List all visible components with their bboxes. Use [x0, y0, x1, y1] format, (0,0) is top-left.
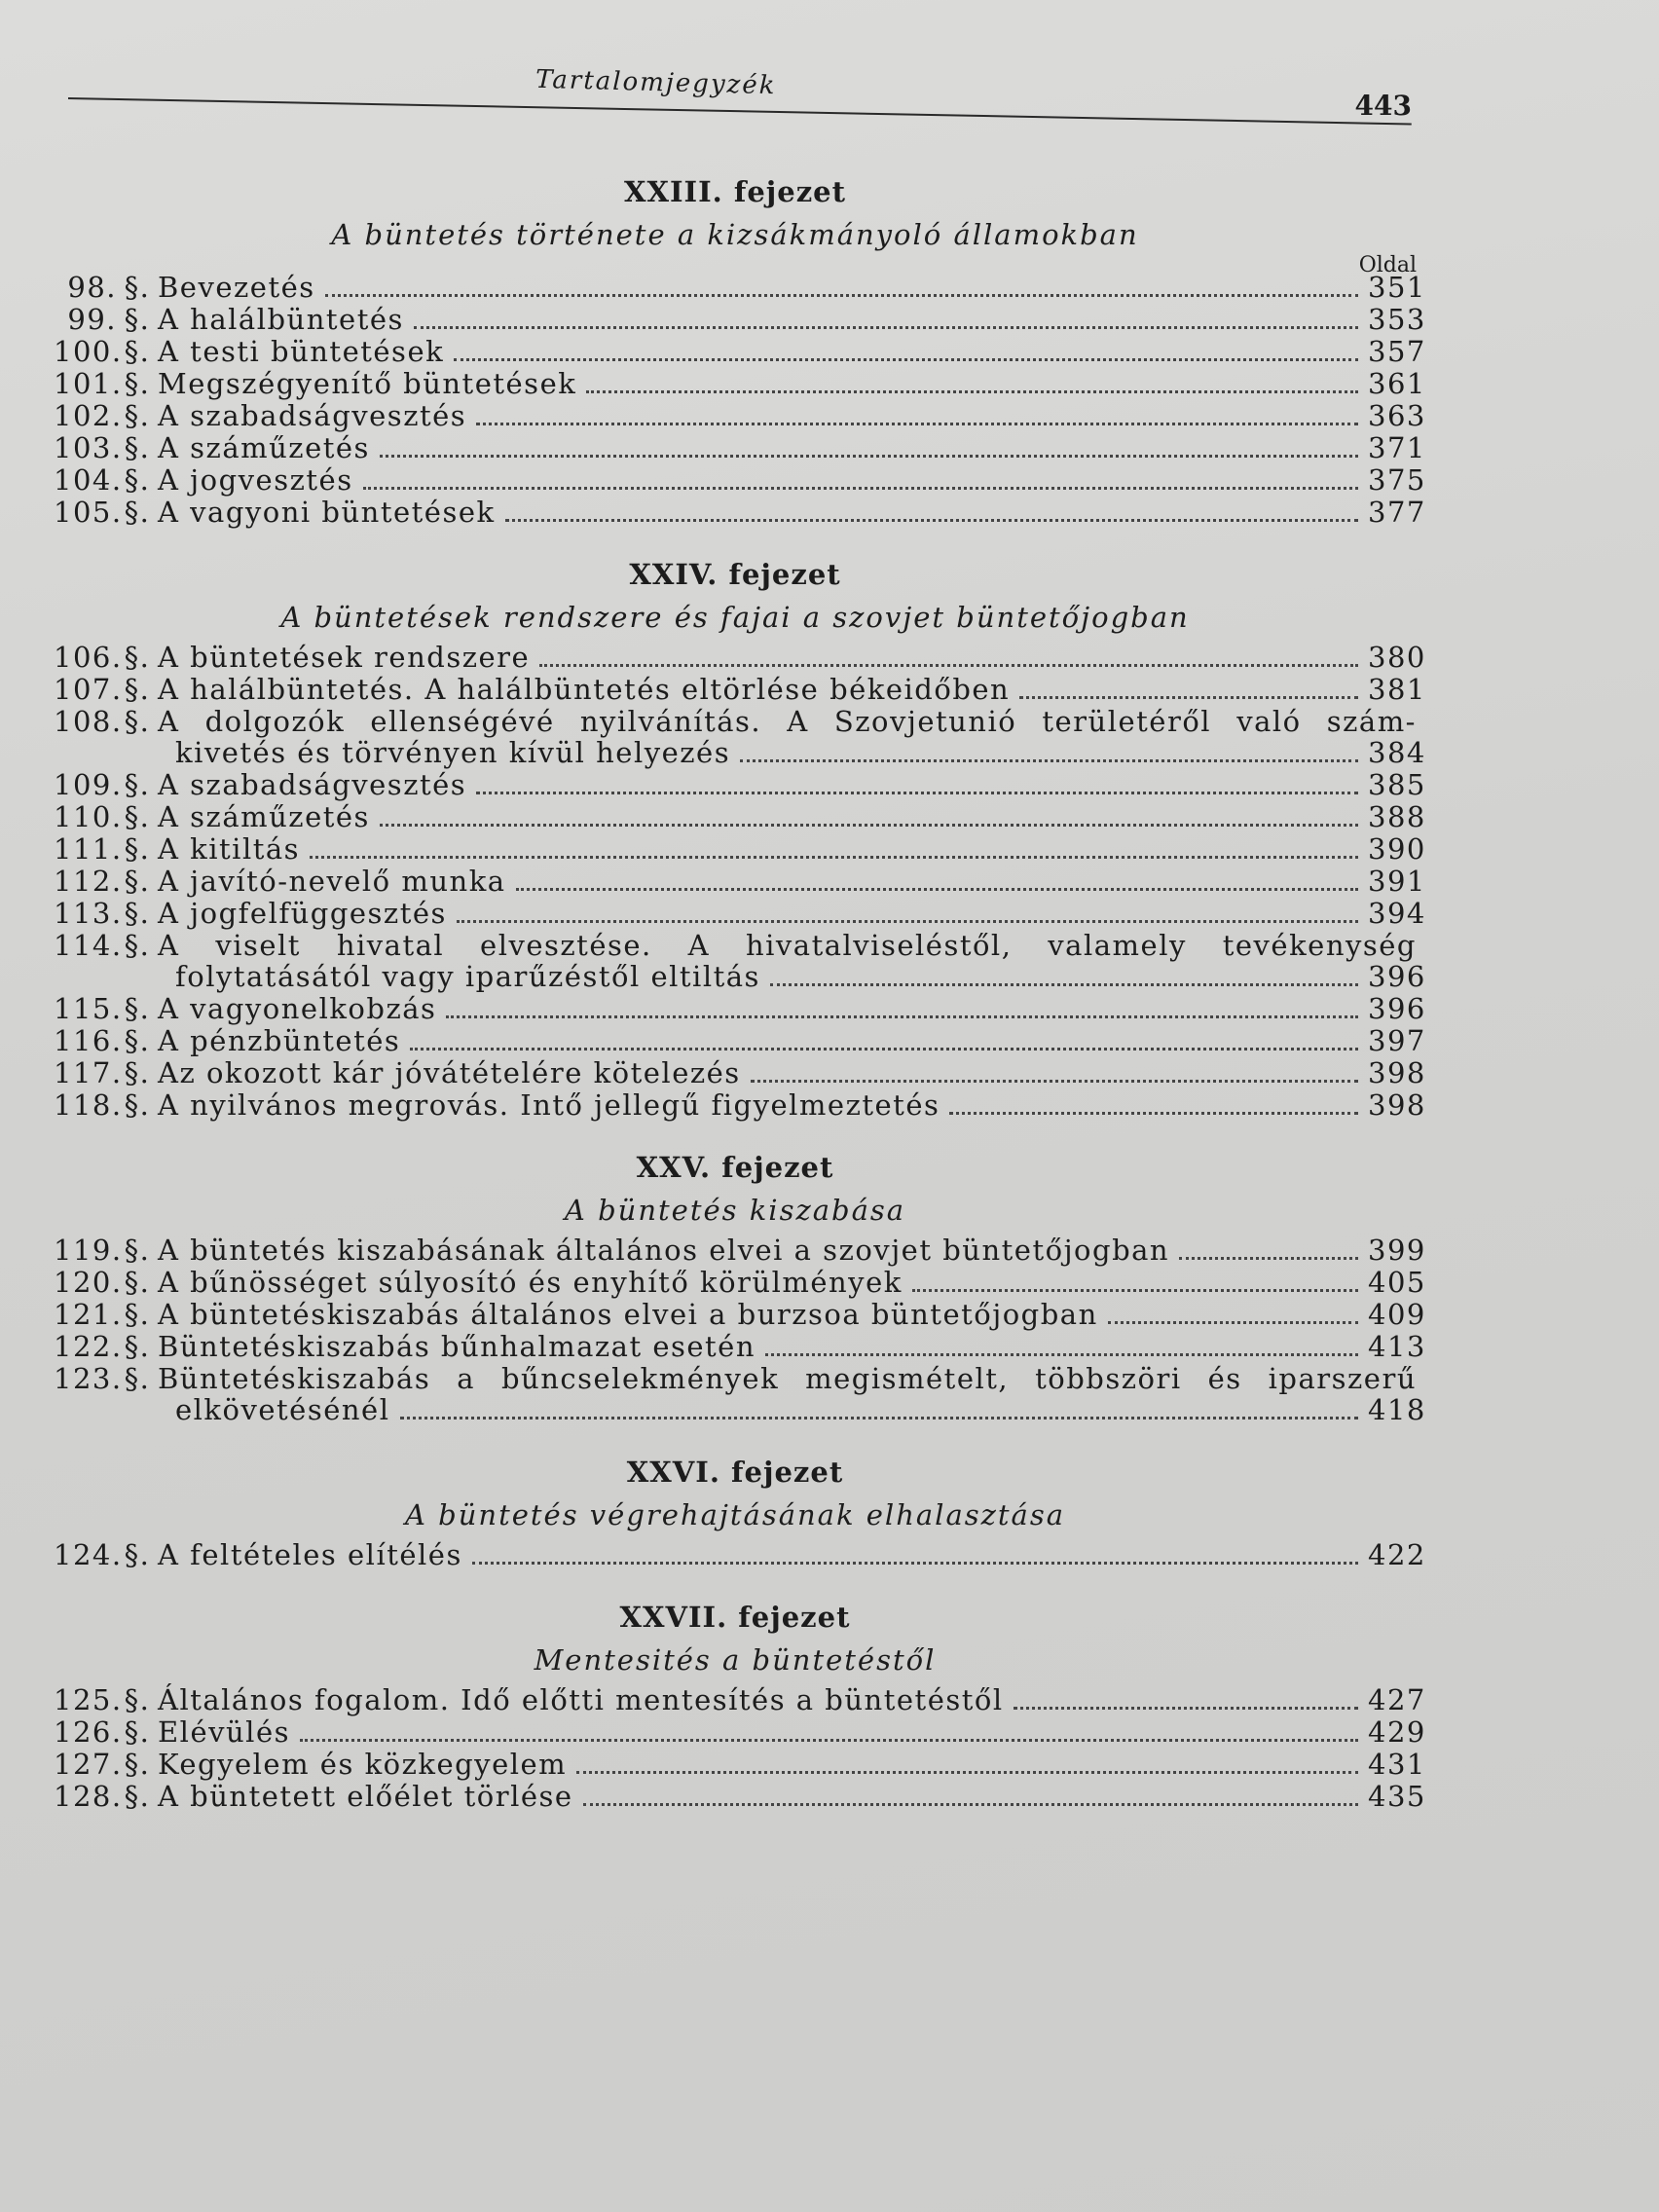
chapter-subtitle: Mentesités a büntetéstől	[534, 1643, 937, 1677]
dot-leader	[310, 856, 1358, 859]
section-sign: §.	[124, 367, 151, 400]
entry-page-number: 380	[1368, 641, 1426, 674]
section-sign: §.	[124, 1362, 151, 1395]
page-number: 443	[1354, 90, 1412, 122]
toc-entry	[54, 335, 1426, 368]
entry-page-number: 397	[1368, 1024, 1426, 1057]
section-sign: §.	[124, 673, 151, 706]
entry-title-continuation: elkövetésénél	[175, 1393, 390, 1426]
section-number: 107.	[54, 673, 123, 706]
section-sign: §.	[124, 1056, 151, 1089]
toc-entry	[54, 367, 1426, 400]
chapter-subtitle: A büntetés kiszabása	[564, 1194, 906, 1227]
chapter-heading: XXVII. fejezet	[619, 1601, 851, 1634]
entry-title: A büntetések rendszere	[158, 641, 531, 674]
dot-leader	[363, 487, 1358, 490]
dot-leader	[586, 390, 1358, 393]
entry-title: A kitiltás	[158, 832, 301, 866]
entry-page-number: 398	[1368, 1088, 1426, 1122]
running-title: Tartalomjegyzék	[535, 64, 777, 101]
entry-title: A nyilvános megrovás. Intő jellegű figyelmeztetés	[158, 1088, 940, 1122]
entry-title: A viselt hivatal elvesztése. A hivatalviseléstől, valamely tevékenység	[158, 929, 1417, 962]
entry-page-number: 418	[1368, 1393, 1426, 1426]
entry-page-number: 385	[1368, 768, 1426, 801]
entry-page-number: 391	[1368, 865, 1426, 898]
entry-page-number: 422	[1368, 1538, 1426, 1571]
page-column-label: Oldal	[1358, 253, 1417, 277]
toc-entry	[54, 897, 1426, 930]
section-number: 110.	[54, 800, 123, 833]
entry-page-number: 381	[1368, 673, 1426, 706]
entry-title: A jogfelfüggesztés	[158, 897, 447, 930]
entry-title-continuation: kivetés és törvényen kívül helyezés	[175, 736, 731, 769]
dot-leader	[539, 664, 1358, 667]
dot-leader	[765, 1353, 1358, 1356]
dot-leader	[380, 824, 1358, 827]
entry-title: Az okozott kár jóvátételére kötelezés	[158, 1056, 741, 1089]
entry-title: A büntetéskiszabás általános elvei a burzsoa büntetőjogban	[158, 1298, 1098, 1331]
section-number: 125.	[54, 1683, 123, 1716]
entry-page-number: 396	[1368, 960, 1426, 993]
dot-leader	[380, 455, 1358, 458]
toc-entry	[54, 1088, 1426, 1122]
section-sign: §.	[124, 303, 151, 336]
section-sign: §.	[124, 800, 151, 833]
section-number: 121.	[54, 1298, 123, 1331]
entry-title: Elévülés	[158, 1715, 290, 1749]
dot-leader	[1179, 1257, 1358, 1260]
dot-leader	[912, 1289, 1358, 1292]
toc-entry	[54, 865, 1426, 898]
entry-title: A büntetett előélet törlése	[158, 1780, 573, 1813]
entry-title: Büntetéskiszabás bűnhalmazat esetén	[158, 1330, 756, 1363]
entry-page-number: 377	[1368, 496, 1426, 529]
dot-leader	[576, 1771, 1358, 1774]
section-number: 120.	[54, 1266, 123, 1299]
dot-leader	[476, 423, 1358, 425]
entry-page-number: 413	[1368, 1330, 1426, 1363]
entry-title: A büntetés kiszabásának általános elvei a szovjet büntetőjogban	[158, 1234, 1170, 1267]
chapter-section	[54, 1151, 1426, 1426]
entry-page-number: 357	[1368, 335, 1426, 368]
entry-page-number: 390	[1368, 832, 1426, 866]
entry-title: A száműzetés	[158, 800, 370, 833]
toc-entry	[54, 1266, 1426, 1299]
dot-leader	[457, 920, 1358, 923]
toc-entry	[54, 271, 1426, 304]
entry-title: A dolgozók ellenségévé nyilvánítás. A Szovjetunió területéről való szám-	[158, 705, 1417, 738]
section-number: 112.	[54, 865, 123, 898]
entry-title: Kegyelem és közkegyelem	[158, 1748, 568, 1781]
toc-entry	[54, 1538, 1426, 1571]
section-sign: §.	[124, 1266, 151, 1299]
toc-entry	[54, 496, 1426, 529]
chapter-section	[54, 175, 1426, 529]
entry-continuation	[54, 736, 1426, 769]
table-of-contents	[54, 175, 1426, 1842]
entry-title: A feltételes elítélés	[158, 1538, 462, 1571]
entry-page-number: 375	[1368, 463, 1426, 497]
chapter-subtitle: A büntetések rendszere és fajai a szovjet büntetőjogban	[280, 601, 1190, 634]
section-number: 113.	[54, 897, 123, 930]
entry-title: A testi büntetések	[158, 335, 445, 368]
entry-title: A vagyonelkobzás	[158, 992, 437, 1025]
toc-entry	[54, 1234, 1426, 1267]
entry-page-number: 427	[1368, 1683, 1426, 1716]
section-number: 124.	[54, 1538, 123, 1571]
dot-leader	[410, 1048, 1358, 1051]
section-number: 105.	[54, 496, 123, 529]
section-number: 126.	[54, 1715, 123, 1749]
section-sign: §.	[124, 768, 151, 801]
entry-page-number: 394	[1368, 897, 1426, 930]
entry-page-number: 361	[1368, 367, 1426, 400]
entry-page-number: 351	[1368, 271, 1426, 304]
section-sign: §.	[124, 929, 151, 962]
section-number: 111.	[54, 832, 123, 866]
section-number: 114.	[54, 929, 123, 962]
entry-page-number: 396	[1368, 992, 1426, 1025]
section-number: 101.	[54, 367, 123, 400]
section-sign: §.	[124, 1330, 151, 1363]
chapter-heading: XXV. fejezet	[636, 1151, 834, 1184]
section-number: 122.	[54, 1330, 123, 1363]
entry-continuation	[54, 1393, 1426, 1426]
entry-title: A szabadságvesztés	[158, 399, 467, 432]
entry-page-number: 409	[1368, 1298, 1426, 1331]
entry-continuation	[54, 960, 1426, 993]
entry-title: A bűnösséget súlyosító és enyhítő körülmények	[158, 1266, 903, 1299]
chapter-section	[54, 1601, 1426, 1813]
section-sign: §.	[124, 705, 151, 738]
entry-title: A jogvesztés	[158, 463, 353, 497]
section-sign: §.	[124, 1298, 151, 1331]
section-sign: §.	[124, 1538, 151, 1571]
section-number: 115.	[54, 992, 123, 1025]
section-number: 99.	[67, 303, 117, 336]
entry-title: Általános fogalom. Idő előtti mentesítés a büntetéstől	[158, 1683, 1004, 1716]
entry-page-number: 398	[1368, 1056, 1426, 1089]
section-number: 98.	[67, 271, 117, 304]
chapter-subtitle: A büntetés végrehajtásának elhalasztása	[404, 1498, 1066, 1531]
toc-entry	[54, 992, 1426, 1025]
toc-entry	[54, 1363, 1417, 1394]
section-sign: §.	[124, 399, 151, 432]
section-sign: §.	[124, 1780, 151, 1813]
dot-leader	[740, 759, 1358, 762]
entry-title: A vagyoni büntetések	[158, 496, 496, 529]
entry-title-continuation: folytatásától vagy iparűzéstől eltiltás	[175, 960, 760, 993]
section-number: 116.	[54, 1024, 123, 1057]
section-sign: §.	[124, 463, 151, 497]
entry-title: A szabadságvesztés	[158, 768, 467, 801]
section-sign: §.	[124, 992, 151, 1025]
section-number: 103.	[54, 431, 123, 464]
entry-page-number: 429	[1368, 1715, 1426, 1749]
chapter-subtitle: A büntetés története a kizsákmányoló államokban	[331, 218, 1139, 251]
entry-page-number: 431	[1368, 1748, 1426, 1781]
chapter-heading: XXVI. fejezet	[626, 1456, 844, 1489]
toc-entry	[54, 768, 1426, 801]
dot-leader	[1019, 696, 1358, 699]
entry-page-number: 371	[1368, 431, 1426, 464]
entry-page-number: 405	[1368, 1266, 1426, 1299]
toc-entry	[54, 930, 1417, 961]
section-sign: §.	[124, 1715, 151, 1749]
section-sign: §.	[124, 335, 151, 368]
toc-entry	[54, 1715, 1426, 1749]
section-number: 100.	[54, 335, 123, 368]
toc-entry	[54, 832, 1426, 866]
section-number: 127.	[54, 1748, 123, 1781]
entry-page-number: 363	[1368, 399, 1426, 432]
entry-title: A száműzetés	[158, 431, 370, 464]
entry-page-number: 384	[1368, 736, 1426, 769]
section-sign: §.	[124, 496, 151, 529]
entry-title: A javító-nevelő munka	[158, 865, 506, 898]
toc-entry	[54, 431, 1426, 464]
chapter-heading: XXIV. fejezet	[629, 558, 841, 591]
dot-leader	[400, 1417, 1359, 1419]
section-sign: §.	[124, 1683, 151, 1716]
section-number: 123.	[54, 1362, 123, 1395]
section-number: 119.	[54, 1234, 123, 1267]
dot-leader	[472, 1562, 1358, 1565]
running-head	[68, 64, 1412, 146]
toc-entry	[54, 1298, 1426, 1331]
chapter-section	[54, 1456, 1426, 1571]
section-number: 108.	[54, 705, 123, 738]
dot-leader	[476, 792, 1358, 794]
section-number: 104.	[54, 463, 123, 497]
toc-entry	[54, 706, 1417, 737]
entry-title: Büntetéskiszabás a bűncselekmények megismételt, többszöri és iparszerű	[158, 1362, 1417, 1395]
dot-leader	[770, 983, 1358, 986]
section-sign: §.	[124, 641, 151, 674]
section-sign: §.	[124, 271, 151, 304]
chapter-section	[54, 558, 1426, 1122]
dot-leader	[1014, 1707, 1358, 1710]
section-number: 117.	[54, 1056, 123, 1089]
toc-entry	[54, 1330, 1426, 1363]
dot-leader	[414, 326, 1358, 329]
section-number: 118.	[54, 1088, 123, 1122]
entry-page-number: 435	[1368, 1780, 1426, 1813]
toc-entry	[54, 1056, 1426, 1089]
entry-title: Bevezetés	[158, 271, 315, 304]
dot-leader	[583, 1803, 1358, 1806]
section-sign: §.	[124, 1088, 151, 1122]
toc-entry	[54, 1748, 1426, 1781]
section-sign: §.	[124, 865, 151, 898]
section-sign: §.	[124, 1234, 151, 1267]
chapter-heading: XXIII. fejezet	[623, 175, 847, 208]
dot-leader	[505, 519, 1358, 522]
section-sign: §.	[124, 832, 151, 866]
dot-leader	[751, 1080, 1358, 1083]
entry-title: A halálbüntetés	[158, 303, 404, 336]
section-sign: §.	[124, 1024, 151, 1057]
toc-entry	[54, 641, 1426, 674]
header-rule	[68, 97, 1412, 125]
toc-entry	[54, 463, 1426, 497]
toc-entry	[54, 1780, 1426, 1813]
entry-page-number: 388	[1368, 800, 1426, 833]
toc-entry	[54, 673, 1426, 706]
section-number: 109.	[54, 768, 123, 801]
entry-page-number: 399	[1368, 1234, 1426, 1267]
dot-leader	[446, 1015, 1358, 1018]
section-sign: §.	[124, 431, 151, 464]
dot-leader	[454, 358, 1358, 361]
toc-entry	[54, 303, 1426, 336]
section-sign: §.	[124, 1748, 151, 1781]
toc-entry	[54, 800, 1426, 833]
entry-title: A halálbüntetés. A halálbüntetés eltörlése békeidőben	[158, 673, 1011, 706]
entry-title: Megszégyenítő büntetések	[158, 367, 577, 400]
toc-entry	[54, 399, 1426, 432]
dot-leader	[300, 1739, 1358, 1742]
dot-leader	[1108, 1321, 1358, 1324]
toc-entry	[54, 1683, 1426, 1716]
entry-page-number: 353	[1368, 303, 1426, 336]
dot-leader	[949, 1112, 1358, 1115]
section-number: 128.	[54, 1780, 123, 1813]
dot-leader	[516, 888, 1358, 891]
dot-leader	[325, 294, 1358, 297]
section-sign: §.	[124, 897, 151, 930]
entry-title: A pénzbüntetés	[158, 1024, 401, 1057]
toc-entry	[54, 1024, 1426, 1057]
section-number: 106.	[54, 641, 123, 674]
section-number: 102.	[54, 399, 123, 432]
